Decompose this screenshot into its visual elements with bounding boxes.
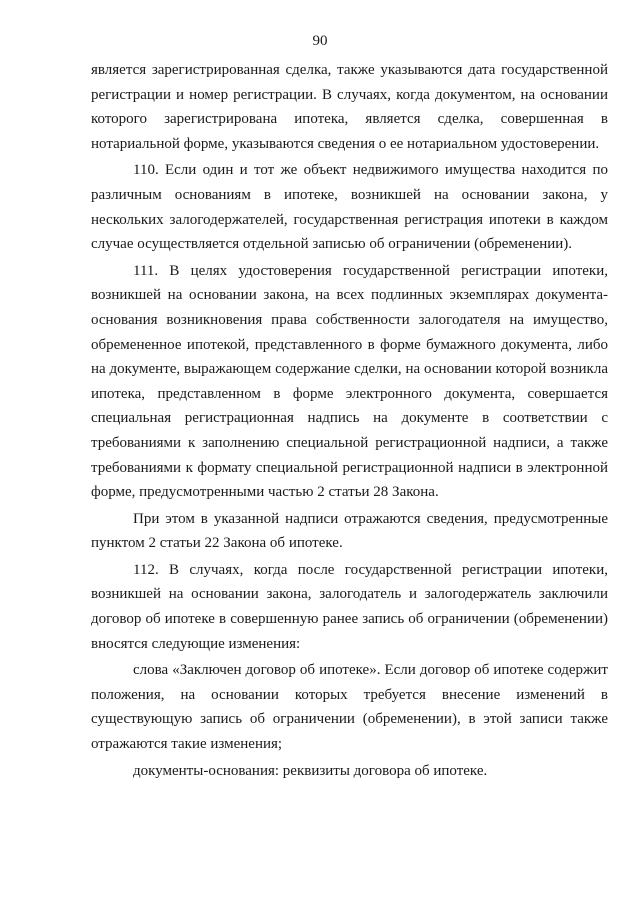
paragraph-111-note: При этом в указанной надписи отражаются сведения, предусмотренные пунктом 2 статьи 22 Закона об ипотеке. <box>91 510 608 552</box>
document-body <box>91 58 608 783</box>
paragraph-111: 111. В целях удостоверения государственной регистрации ипотеки, возникшей на основании закона, на всех подлинных экземплярах документа-основания возникновения права собственности залогодателя на имущество, обремененное ипотекой, представленного в форме бумажного документа, либо на документе, выражающем содержание сделки, на основании которой возникла ипотека, представленном в форме электронного документа, совершается специальная регистрационная надпись на документе в соответствии с требованиями к заполнению специальной регистрационной надписи, а также требованиями к формату специальной регистрационной надписи в электронной форме, предусмотренными частью 2 статьи 28 Закона. <box>91 262 608 501</box>
paragraph-112: 112. В случаях, когда после государственной регистрации ипотеки, возникшей на основании закона, залогодатель и залогодержатель заключили договор об ипотеке в совершенную ранее запись об ограничении (обременении) вносятся следующие изменения: <box>91 561 608 652</box>
paragraph-112-documents: документы-основания: реквизиты договора об ипотеке. <box>133 762 488 779</box>
paragraph-continuation: является зарегистрированная сделка, также указываются дата государственной регистрации и номер регистрации. В случаях, когда документом, на основании которого зарегистрирована ипотека, является сделка, совершенная в нотариальной форме, указываются сведения о ее нотариальном удостоверении. <box>91 62 608 152</box>
paragraph-112-words: слова «Заключен договор об ипотеке». Если договор об ипотеке содержит положения, на основании которых требуется внесение изменений в существующую запись об ограничении (обременении), в этой записи также отражаются такие изменения; <box>91 662 608 753</box>
page-number: 90 <box>312 33 328 49</box>
paragraph-110: 110. Если один и тот же объект недвижимого имущества находится по различным основаниям в ипотеке, возникшей на основании закона, у нескольких залогодержателей, государственная регистрация ипотеки в каждом случае осуществляется отдельной записью об ограничении (обременении). <box>91 162 608 253</box>
